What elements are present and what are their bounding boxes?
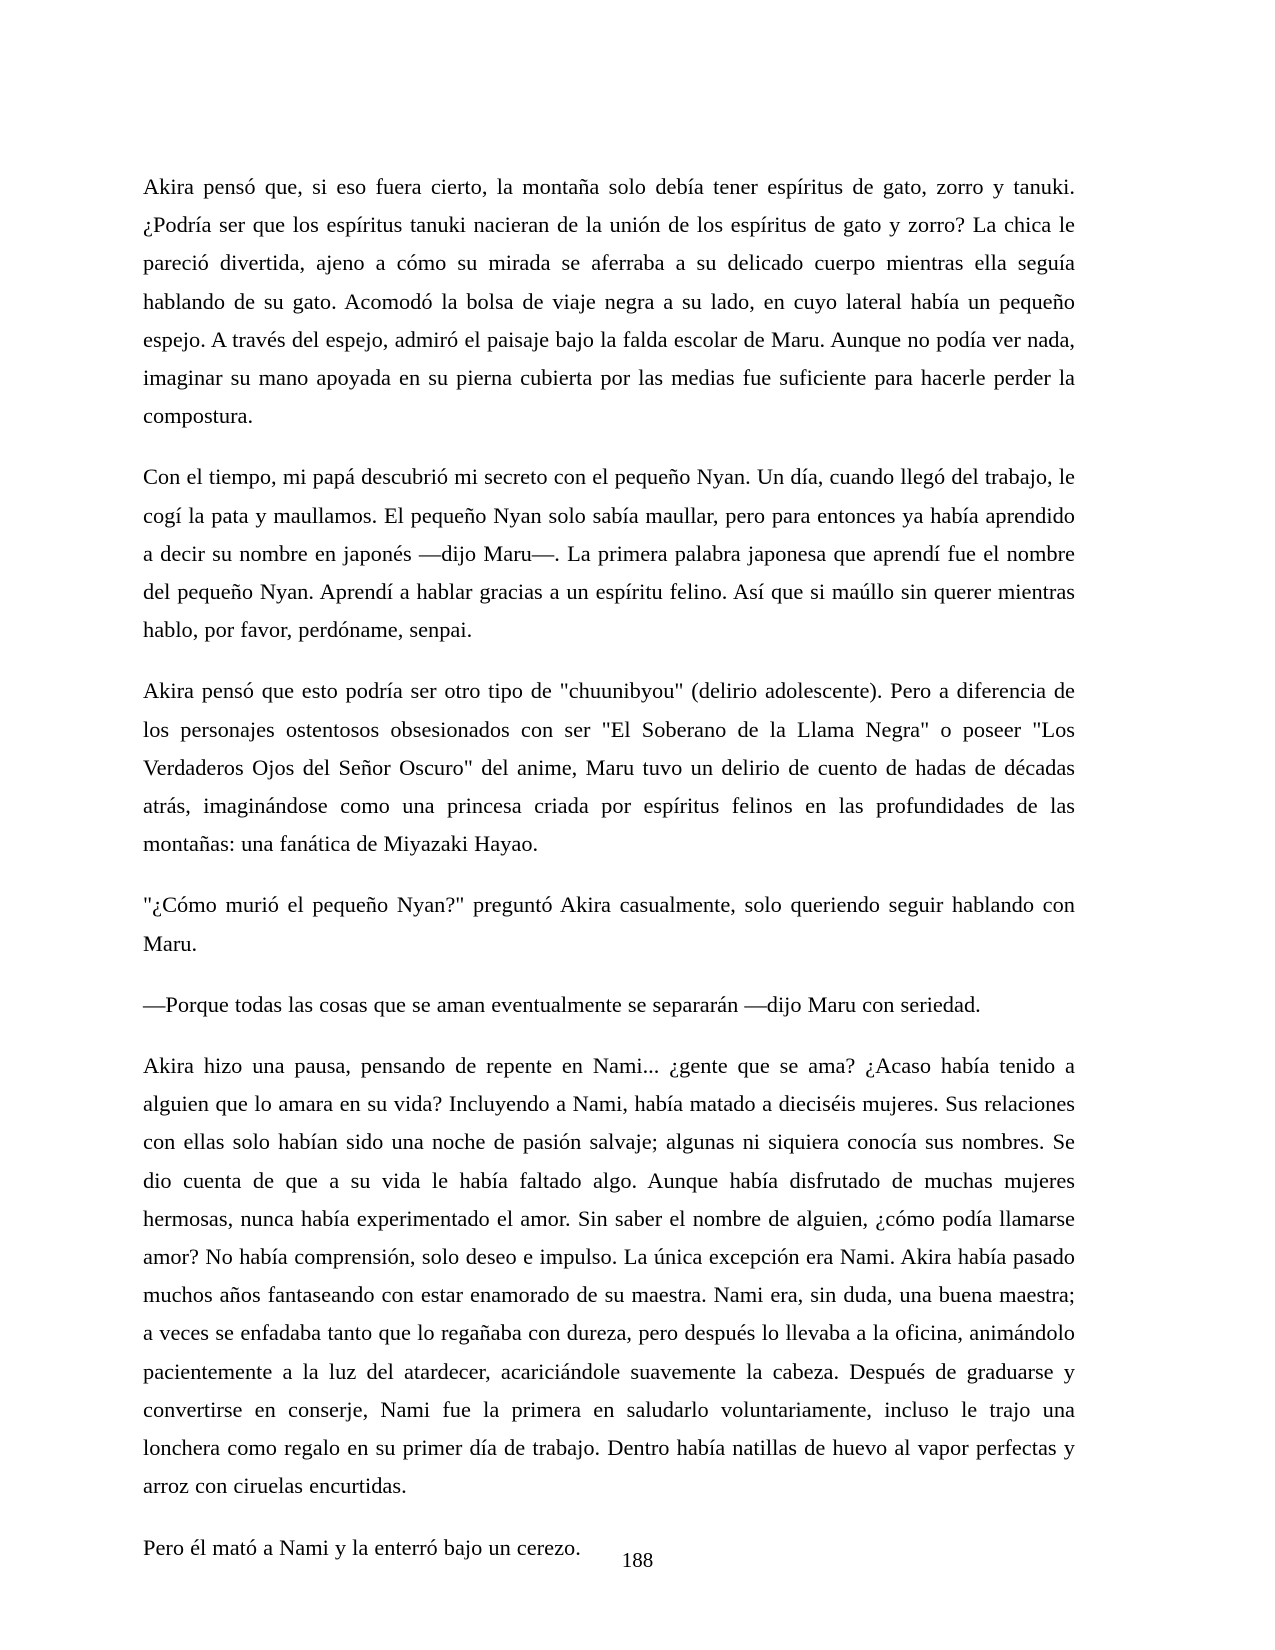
paragraph-7: Pero él mató a Nami y la enterró bajo un cerezo. [143, 1534, 581, 1560]
paragraph-5: —Porque todas las cosas que se aman eventualmente se separarán —dijo Maru con seriedad. [143, 991, 981, 1017]
paragraph-6: Akira hizo una pausa, pensando de repente en Nami... ¿gente que se ama? ¿Acaso había tenido a alguien que lo amara en su vida? Incluyendo a Nami, había matado a dieciséis mujeres. Sus relaciones con ellas solo habían sido una noche de pasión salvaje; algunas ni siquiera conocía sus nombres. Se dio cuenta de que a su vida le había faltado algo. Aunque había disfrutado de muchas mujeres hermosas, nunca había experimentado el amor. Sin saber el nombre de alguien, ¿cómo podía llamarse amor? No había comprensión, solo deseo e impulso. La única excepción era Nami. Akira había pasado muchos años fantaseando con estar enamorado de su maestra. Nami era, sin duda, una buena maestra; a veces se enfadaba tanto que lo regañaba con dureza, pero después lo llevaba a la oficina, animándolo pacientemente a la luz del atardecer, acariciándole suavemente la cabeza. Después de graduarse y convertirse en conserje, Nami fue la primera en saludarlo voluntariamente, incluso le trajo una lonchera como regalo en su primer día de trabajo. Dentro había natillas de huevo al vapor perfectas y arroz con ciruelas encurtidas. [143, 1053, 1075, 1499]
page-number: 188 [621, 1548, 654, 1572]
paragraph-4: "¿Cómo murió el pequeño Nyan?" preguntó Akira casualmente, solo queriendo seguir hablando con Maru. [143, 892, 1075, 956]
paragraph-2: Con el tiempo, mi papá descubrió mi secreto con el pequeño Nyan. Un día, cuando llegó del trabajo, le cogí la pata y maullamos. El pequeño Nyan solo sabía maullar, pero para entonces ya había aprendido a decir su nombre en japonés —dijo Maru—. La primera palabra japonesa que aprendí fue el nombre del pequeño Nyan. Aprendí a hablar gracias a un espíritu felino. Así que si maúllo sin querer mientras hablo, por favor, perdóname, senpai. [143, 464, 1075, 643]
paragraph-1: Akira pensó que, si eso fuera cierto, la montaña solo debía tener espíritus de gato, zorro y tanuki. ¿Podría ser que los espíritus tanuki nacieran de la unión de los espíritus de gato y zorro? La chica le pareció divertida, ajeno a cómo su mirada se aferraba a su delicado cuerpo mientras ella seguía hablando de su gato. Acomodó la bolsa de viaje negra a su lado, en cuyo lateral había un pequeño espejo. A través del espejo, admiró el paisaje bajo la falda escolar de Maru. Aunque no podía ver nada, imaginar su mano apoyada en su pierna cubierta por las medias fue suficiente para hacerle perder la compostura. [143, 174, 1075, 429]
body-text [143, 168, 1075, 1567]
paragraph-3: Akira pensó que esto podría ser otro tipo de "chuunibyou" (delirio adolescente). Pero a diferencia de los personajes ostentosos obsesionados con ser "El Soberano de la Llama Negra" o poseer "Los Verdaderos Ojos del Señor Oscuro" del anime, Maru tuvo un delirio de cuento de hadas de décadas atrás, imaginándose como una princesa criada por espíritus felinos en las profundidades de las montañas: una fanática de Miyazaki Hayao. [143, 678, 1075, 857]
